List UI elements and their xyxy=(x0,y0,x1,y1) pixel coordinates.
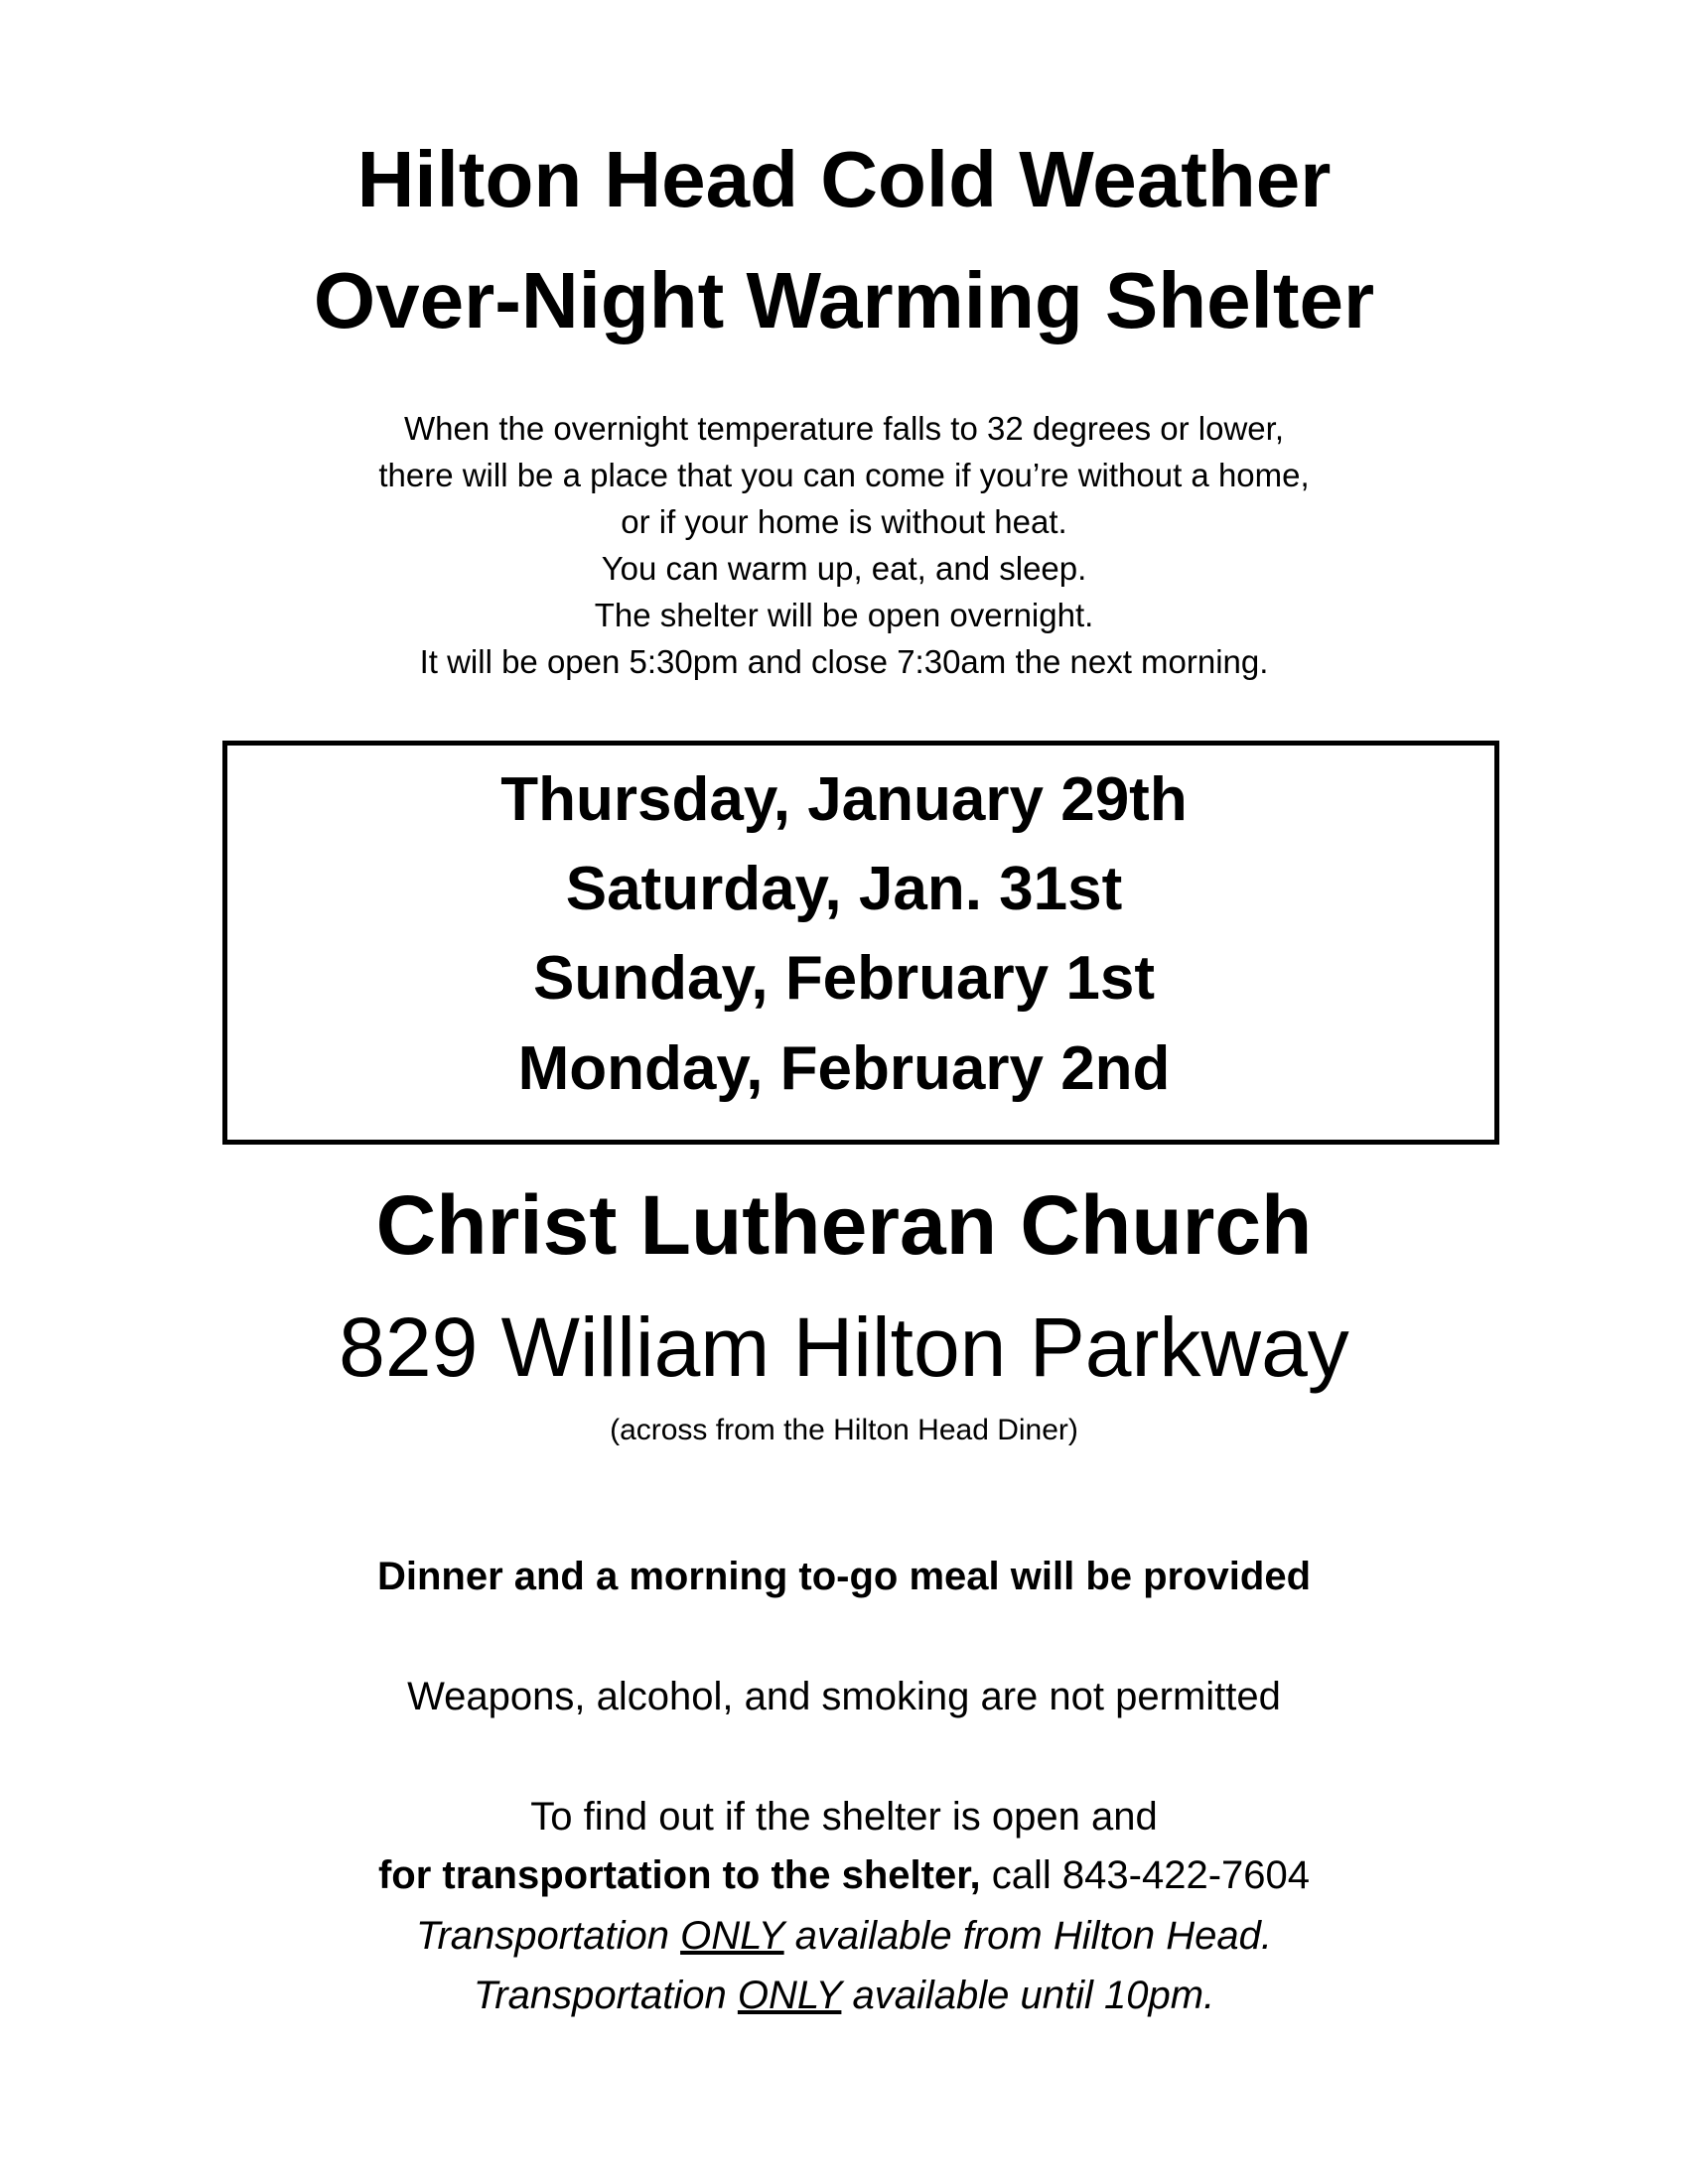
contact-transport-label: for transportation to the shelter, xyxy=(377,1853,981,1897)
page-title-line-1: Hilton Head Cold Weather xyxy=(356,135,1332,223)
date-item: Thursday, January 29th xyxy=(500,765,1188,834)
rules-note: Weapons, alcohol, and smoking are not permitted xyxy=(407,1675,1281,1718)
contact-phone: call 843-422-7604 xyxy=(980,1853,1311,1897)
intro-line: there will be a place that you can come if you’re without a home, xyxy=(378,457,1310,493)
transport-note xyxy=(0,1969,1688,2022)
location-landmark: (across from the Hilton Head Diner) xyxy=(610,1414,1078,1446)
date-item: Monday, February 2nd xyxy=(517,1034,1171,1103)
transport-note-text: available from Hilton Head. xyxy=(783,1914,1272,1958)
transport-note-text: available until 10pm. xyxy=(841,1974,1215,2017)
contact-line-2 xyxy=(0,1848,1688,1902)
intro-line: When the overnight temperature falls to 32 degrees or lower, xyxy=(404,410,1284,447)
transport-note-emphasis: ONLY xyxy=(737,1974,842,2017)
meal-note: Dinner and a morning to-go meal will be provided xyxy=(376,1555,1312,1598)
transport-note-text: Transportation xyxy=(416,1914,681,1958)
date-item: Sunday, February 1st xyxy=(533,944,1155,1013)
intro-line: The shelter will be open overnight. xyxy=(594,597,1094,633)
transport-note-emphasis: ONLY xyxy=(680,1914,784,1958)
location-address: 829 William Hilton Parkway xyxy=(339,1300,1349,1394)
intro-line: or if your home is without heat. xyxy=(621,503,1067,540)
page-title-line-2: Over-Night Warming Shelter xyxy=(313,256,1375,344)
transport-note xyxy=(0,1909,1688,1963)
location-name: Christ Lutheran Church xyxy=(375,1178,1313,1272)
contact-line-1: To find out if the shelter is open and xyxy=(530,1795,1158,1839)
intro-line: You can warm up, eat, and sleep. xyxy=(601,550,1087,587)
intro-line: It will be open 5:30pm and close 7:30am the next morning. xyxy=(419,643,1269,680)
date-item: Saturday, Jan. 31st xyxy=(565,855,1123,923)
transport-note-text: Transportation xyxy=(473,1974,738,2017)
